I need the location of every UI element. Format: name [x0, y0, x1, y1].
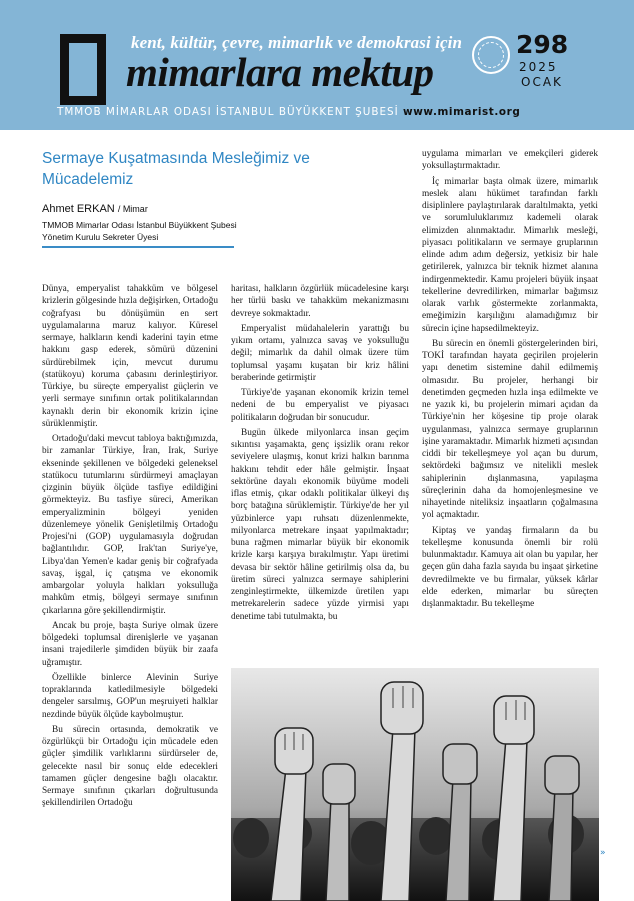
issue-number: 298 [516, 30, 569, 59]
paragraph: Emperyalist müdahalelerin yarattığı bu yıkım ortamı, yalnızca savaş ve yoksulluğu değil; mimarlık da dahil olmak üzere tüm toplumsal yaşamı kuşatan bir kriz hâlini beraberinde getirmiştir [231, 323, 409, 383]
organization-name: TMMOB MİMARLAR ODASI İSTANBUL BÜYÜKKENT ŞUBESİ [57, 106, 399, 118]
paragraph: Bu sürecin en önemli göstergelerinden biri, TOKİ tarafından hayata geçirilen projelerin yapı denetim sistemine dahil edilmemiş olmasıdır. Bu projeler, herhangi bir denetimden geçmeden hızla inşa edilmekte ve ne yazık ki, bu projelerin mimari açıdan da Türkiye'nin her köşesine tip proje olarak uygulanması, yalnızca sermaye gruplarının işine yaramaktadır. Mimarlık hizmeti açısından ciddi bir tekelleşmeye yol açan bu durum, sektördeki bağımsız ve nitelikli meslek sahiplerinin dışlanmasına, yapılaşma süreçlerinin daha da homojenleşmesine ve nihayetinde niteliksiz inşaatların çoğalmasına yol açmaktadır. [422, 338, 598, 521]
paragraph: Ortadoğu'daki mevcut tabloya baktığımızda, bir zamanlar Türkiye, İran, Irak, Suriye ekseninde şekillenen ve bölgedeki geleneksel statükocu tutumlarını sürdürmeyi amaçlayan çizginin büyük ölçüde tasfiye edildiğini görmekteyiz. Bu tasfiye süreci, Amerikan emperyalizminin bölgeyi yeniden düzenlemeye yönelik Genişletilmiş Ortadoğu Projesi'ni (GOP) uygulamasıyla doğrudan bağlantılıdır. GOP, Irak'tan Suriye'ye, Libya'dan Yemen'e kadar geniş bir coğrafyada savaş, işgal, iç çatışma ve ekonomik ambargolar yoluyla halkları yoksulluğa mahkûm etmiş, bölgeyi sermaye sınıfının çıkarlarına göre şekillendirmiştir. [42, 434, 218, 616]
masthead-tagline: kent, kültür, çevre, mimarlık ve demokrasi için [131, 33, 462, 52]
text-column-3 [422, 148, 598, 613]
protest-raised-fists-photo [231, 668, 599, 901]
logo-mark-icon [60, 34, 106, 96]
masthead-band [0, 0, 634, 130]
article-title: Sermaye Kuşatmasında Mesleğimiz ve Mücadelemiz [42, 150, 310, 188]
magazine-title: mimarlara mektup [126, 49, 434, 95]
continue-arrow-icon: » [600, 848, 606, 858]
issue-month: OCAK [521, 75, 563, 89]
karakoy-postasi-stamp-icon [472, 36, 510, 74]
paragraph: Türkiye'de yaşanan ekonomik krizin temel nedeni de bu emperyalist ve piyasacı politikaların doğrudan bir sonucudur. [231, 388, 409, 423]
author-line [42, 203, 148, 215]
author-affiliation [42, 219, 237, 243]
author-name: Ahmet ERKAN [42, 203, 115, 215]
text-column-1 [42, 283, 218, 813]
header-divider [42, 246, 234, 248]
paragraph: haritası, halkların özgürlük mücadelesine karşı her türlü baskı ve tahakküm mekanizmasını devreye sokmaktadır. [231, 284, 409, 319]
author-role: / Mimar [117, 204, 148, 214]
affiliation-line-1: TMMOB Mimarlar Odası İstanbul Büyükkent Şubesi [42, 220, 237, 230]
paragraph: Özellikle binlerce Alevinin Suriye topraklarında katledilmesiyle bölgedeki dengeler sarsılmış, GOP'un meşruiyeti halklar nezdinde büyük ölçüde kaybolmuştur. [42, 672, 218, 720]
paragraph: Dünya, emperyalist tahakküm ve bölgesel krizlerin gölgesinde hızla değişirken, Ortadoğu coğrafyası bu dönüşümün en sert uygulamalarına maruz kalıyor. Küresel sermaye, halkların kendi kaderini tayin etme hakkını gasp ederek, sömürü düzenini sürdürebilmek için, mevcut durumu (statükoyu) koruma çabasını derinleştiriyor. Türkiye, bu süreçte emperyalist güçlerin ve yerli sermaye sınıfının ortak politikalarından kaynaklı derin bir ekonomik krizin içine sürüklenmiştir. [42, 284, 218, 429]
paragraph: uygulama mimarları ve emekçileri giderek yoksullaştırmaktadır. [422, 149, 598, 172]
paragraph: Ancak bu proje, başta Suriye olmak üzere bölgedeki toplumsal direnişlerle ve yaşanan insani trajedilerle şimdiden büyük bir zaafa uğramıştır. [42, 620, 218, 668]
website-link[interactable]: www.mimarist.org [403, 106, 521, 118]
paragraph: Bu sürecin ortasında, demokratik ve özgürlükçü bir Ortadoğu için mücadele eden güçler şimdilik varlıklarını sürdürseler de, gelecekte nasıl bir sonuç elde edecekleri tamamen güçler dengesine bağlı olacaktır. Sermaye sınıfının çıkarları doğrultusunda şekillendirilen Ortadoğu [42, 724, 218, 809]
paragraph: Kiptaş ve yandaş firmaların da bu tekelleşme konusunda önemli bir rolü bulunmaktadır. Kamuya ait olan bu yapılar, her geçen gün daha fazla sayıda bu inşaat şirketine devredilmekte ve bu firmalar, yüksek kârlar elde ederken, mimarlar bu süreçten dışlanmaktadır. Bu tekelleşme [422, 525, 598, 609]
paragraph: Bugün ülkede milyonlarca insan geçim sıkıntısı yaşamakta, genç işsizlik oranı rekor seviyelere ulaşmış, konut krizi halkın barınma hakkını tehdit eder hâle gelmiştir. İnşaat sektörüne dayalı ekonomik büyüme modeli iflas etmiş, çıkar odaklı politikalar ülkeyi dış borç batağına sürüklemiştir. Türkiye'de her yıl yüzbinlerce yapı ruhsatı düzenlenmekte, milyonlarca metrekare inşaat yapılmaktadır; buna rağmen mimarlar büyük bir ekonomik krizle karşı karşıya bırakılmıştır. Yapı üretimi devasa bir sektör hâline getirilmiş olsa da, bu üretim süreci yalnızca sermaye sahiplerini zenginleştirmekte, ülkemizde üretilen yapı metrekarelerin sadece yüzde yirmisi yapı denetime tabi tutulmakta, bu [231, 427, 409, 622]
organization-line [57, 106, 520, 118]
text-column-2 [231, 283, 409, 626]
affiliation-line-2: Yönetim Kurulu Sekreter Üyesi [42, 232, 159, 242]
paragraph: İç mimarlar başta olmak üzere, mimarlık meslek alanı hükümet tarafından farklı disiplinlere paylaştırılarak daraltılmakta, yetki ve sorumluluklarımız kademeli olarak elimizden alınmaktadır. Mimarlık mesleği, piyasacı politikaların ve sermaye gruplarının elinde adım adım değersiz, yetkisiz bir hale getirilerek, yalnızca bir teknik hizmet alanına indirgenmektedir. Kamu projeleri büyük inşaat tekellerine devredilirken, mimarlar bağımsız olarak varlık göstermekte zorlanmakta, emeğimizin karşılığını alamadığımız bir sürecin içine hapsedilmekteyiz. [422, 176, 598, 334]
issue-year: 2025 [519, 60, 558, 74]
